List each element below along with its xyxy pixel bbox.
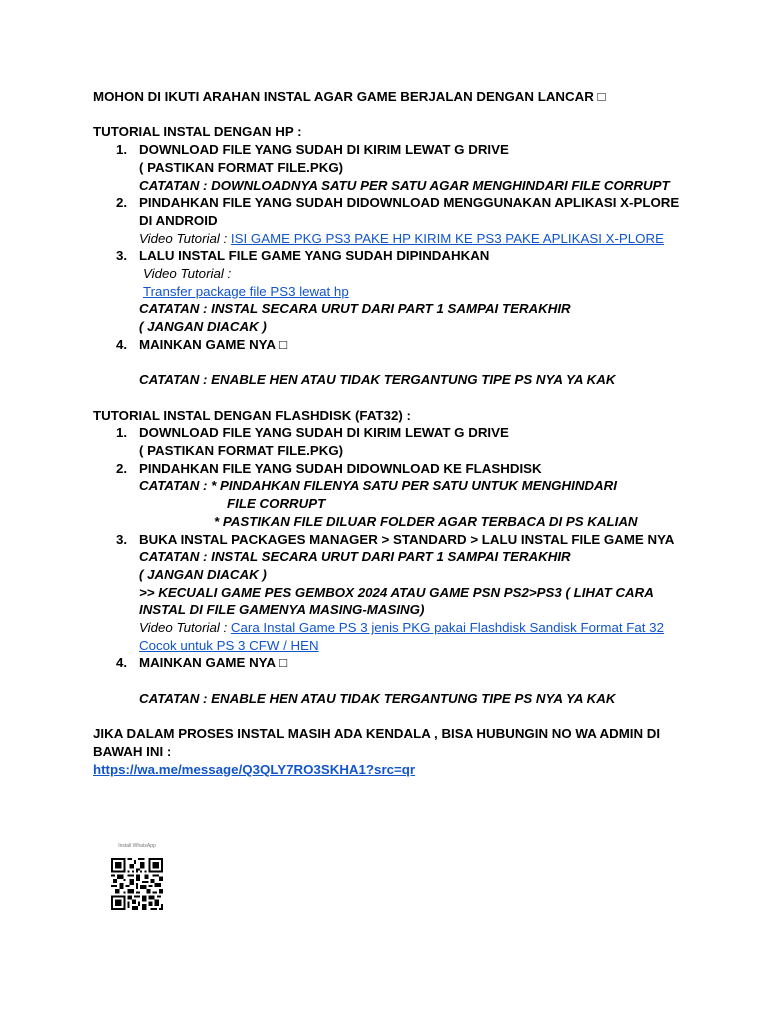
hp-step-3: 3. LALU INSTAL FILE GAME YANG SUDAH DIPINDAHKAN Video Tutorial : Transfer package file PS3 lewat hp CATATAN : INSTAL SECARA URUT DARI PART 1 SAMPAI TERAKHIR ( JANGAN DIACAK ) — [93, 247, 683, 336]
fd-step-4: 4. MAINKAN GAME NYA □ CATATAN : ENABLE HEN ATAU TIDAK TERGANTUNG TIPE PS NYA YA KAK — [93, 654, 683, 707]
fd-step-4-text: MAINKAN GAME NYA □ — [139, 655, 288, 671]
fd-steps-list — [93, 424, 683, 707]
hp-step-3-note-2: ( JANGAN DIACAK ) — [139, 319, 267, 335]
qr-caption: Install WhatsApp — [118, 843, 156, 849]
hp-step-3-text: LALU INSTAL FILE GAME YANG SUDAH DIPINDAHKAN — [139, 248, 490, 264]
hp-step-3-note: CATATAN : INSTAL SECARA URUT DARI PART 1 SAMPAI TERAKHIR — [139, 301, 571, 317]
qr-block — [106, 843, 168, 910]
fd-step-3-text: BUKA INSTAL PACKAGES MANAGER > STANDARD > LALU INSTAL FILE GAME NYA — [139, 531, 675, 547]
fd-step-3-note-3: >> KECUALI GAME PES GEMBOX 2024 ATAU GAME PSN PS2>PS3 ( LIHAT CARA INSTAL DI FILE GAMENYA MASING-MASING) — [139, 584, 654, 618]
fd-tutorial-heading: TUTORIAL INSTAL DENGAN FLASHDISK (FAT32) : — [93, 407, 411, 423]
hp-step-3-video-label: Video Tutorial : — [143, 266, 232, 282]
hp-step-2-video: Video Tutorial : ISI GAME PKG PS3 PAKE HP KIRIM KE PS3 PAKE APLIKASI X-PLORE — [139, 230, 664, 246]
fd-final-note: CATATAN : ENABLE HEN ATAU TIDAK TERGANTUNG TIPE PS NYA YA KAK — [139, 690, 616, 706]
hp-step-1-note: CATATAN : DOWNLOADNYA SATU PER SATU AGAR MENGHINDARI FILE CORRUPT — [139, 177, 670, 193]
fd-step-3: 3. BUKA INSTAL PACKAGES MANAGER > STANDARD > LALU INSTAL FILE GAME NYA CATATAN : INSTAL SECARA URUT DARI PART 1 SAMPAI TERAKHIR ( JANGAN DIACAK ) >> KECUALI GAME PES GEMBOX 2024 ATAU GAME PSN PS2>PS3 ( LIHAT CARA INSTAL DI FILE GAMENYA MASING-MASING) Video Tutorial : Cara Instal Game PS 3 jenis PKG pakai Flashdisk Sandisk Format Fat 32 Cocok untuk PS 3 CFW / HEN — [93, 531, 683, 655]
fd-step-1-text: DOWNLOAD FILE YANG SUDAH DI KIRIM LEWAT G DRIVE — [139, 425, 509, 441]
fd-step-1-format: ( PASTIKAN FORMAT FILE.PKG) — [139, 443, 344, 459]
hp-tutorial-heading: TUTORIAL INSTAL DENGAN HP : — [93, 124, 302, 140]
hp-final-note: CATATAN : ENABLE HEN ATAU TIDAK TERGANTUNG TIPE PS NYA YA KAK — [139, 372, 616, 388]
hp-step-4: 4. MAINKAN GAME NYA □ CATATAN : ENABLE HEN ATAU TIDAK TERGANTUNG TIPE PS NYA YA KAK — [93, 336, 683, 389]
whatsapp-link[interactable]: https://wa.me/message/Q3QLY7RO3SKHA1?src=qr — [93, 761, 416, 777]
intro-line: MOHON DI IKUTI ARAHAN INSTAL AGAR GAME BERJALAN DENGAN LANCAR □ — [93, 89, 606, 104]
fd-step-3-note-2: ( JANGAN DIACAK ) — [139, 566, 267, 582]
fd-step-3-note: CATATAN : INSTAL SECARA URUT DARI PART 1 SAMPAI TERAKHIR — [139, 549, 571, 565]
fd-step-2-text: PINDAHKAN FILE YANG SUDAH DIDOWNLOAD KE FLASHDISK — [139, 460, 542, 476]
fd-step-2-note-a: CATATAN : * PINDAHKAN FILENYA SATU PER SATU UNTUK MENGHINDARI — [139, 478, 617, 494]
fd-step-2-note-b: * PASTIKAN FILE DILUAR FOLDER AGAR TERBACA DI PS KALIAN — [214, 513, 638, 529]
hp-steps-list — [93, 141, 683, 389]
fd-step-3-video: Video Tutorial : Cara Instal Game PS 3 jenis PKG pakai Flashdisk Sandisk Format Fat 32 Cocok untuk PS 3 CFW / HEN — [139, 620, 664, 653]
fd-step-1: 1. DOWNLOAD FILE YANG SUDAH DI KIRIM LEWAT G DRIVE ( PASTIKAN FORMAT FILE.PKG) — [93, 424, 683, 459]
document-body — [93, 88, 683, 778]
hp-step-3-video-link[interactable]: Transfer package file PS3 lewat hp — [143, 283, 349, 299]
hp-step-1-text: DOWNLOAD FILE YANG SUDAH DI KIRIM LEWAT G DRIVE — [139, 142, 509, 158]
contact-text: JIKA DALAM PROSES INSTAL MASIH ADA KENDALA , BISA HUBUNGIN NO WA ADMIN DI BAWAH INI : — [93, 726, 661, 759]
hp-step-4-text: MAINKAN GAME NYA □ — [139, 336, 288, 352]
hp-step-1-format: ( PASTIKAN FORMAT FILE.PKG) — [139, 159, 344, 175]
hp-step-2-video-link[interactable]: ISI GAME PKG PS3 PAKE HP KIRIM KE PS3 PAKE APLIKASI X-PLORE — [230, 230, 664, 246]
hp-step-2-text: PINDAHKAN FILE YANG SUDAH DIDOWNLOAD MENGGUNAKAN APLIKASI X-PLORE DI ANDROID — [139, 195, 680, 228]
fd-step-2: 2. PINDAHKAN FILE YANG SUDAH DIDOWNLOAD KE FLASHDISK CATATAN : * PINDAHKAN FILENYA SATU PER SATU UNTUK MENGHINDARI FILE CORRUPT * PASTIKAN FILE DILUAR FOLDER AGAR TERBACA DI PS KALIAN — [93, 460, 683, 531]
hp-step-1: 1. DOWNLOAD FILE YANG SUDAH DI KIRIM LEWAT G DRIVE ( PASTIKAN FORMAT FILE.PKG) CATATAN : DOWNLOADNYA SATU PER SATU AGAR MENGHINDARI FILE CORRUPT — [93, 141, 683, 194]
hp-step-2: 2. PINDAHKAN FILE YANG SUDAH DIDOWNLOAD MENGGUNAKAN APLIKASI X-PLORE DI ANDROID Video Tutorial : ISI GAME PKG PS3 PAKE HP KIRIM KE PS3 PAKE APLIKASI X-PLORE — [93, 194, 683, 247]
fd-step-3-video-link[interactable]: Cara Instal Game PS 3 jenis PKG pakai Flashdisk Sandisk Format Fat 32 Cocok untuk PS 3 CFW / HEN — [139, 620, 664, 653]
qr-code-icon[interactable] — [109, 858, 165, 910]
fd-step-2-note-a-cont: FILE CORRUPT — [227, 496, 326, 512]
